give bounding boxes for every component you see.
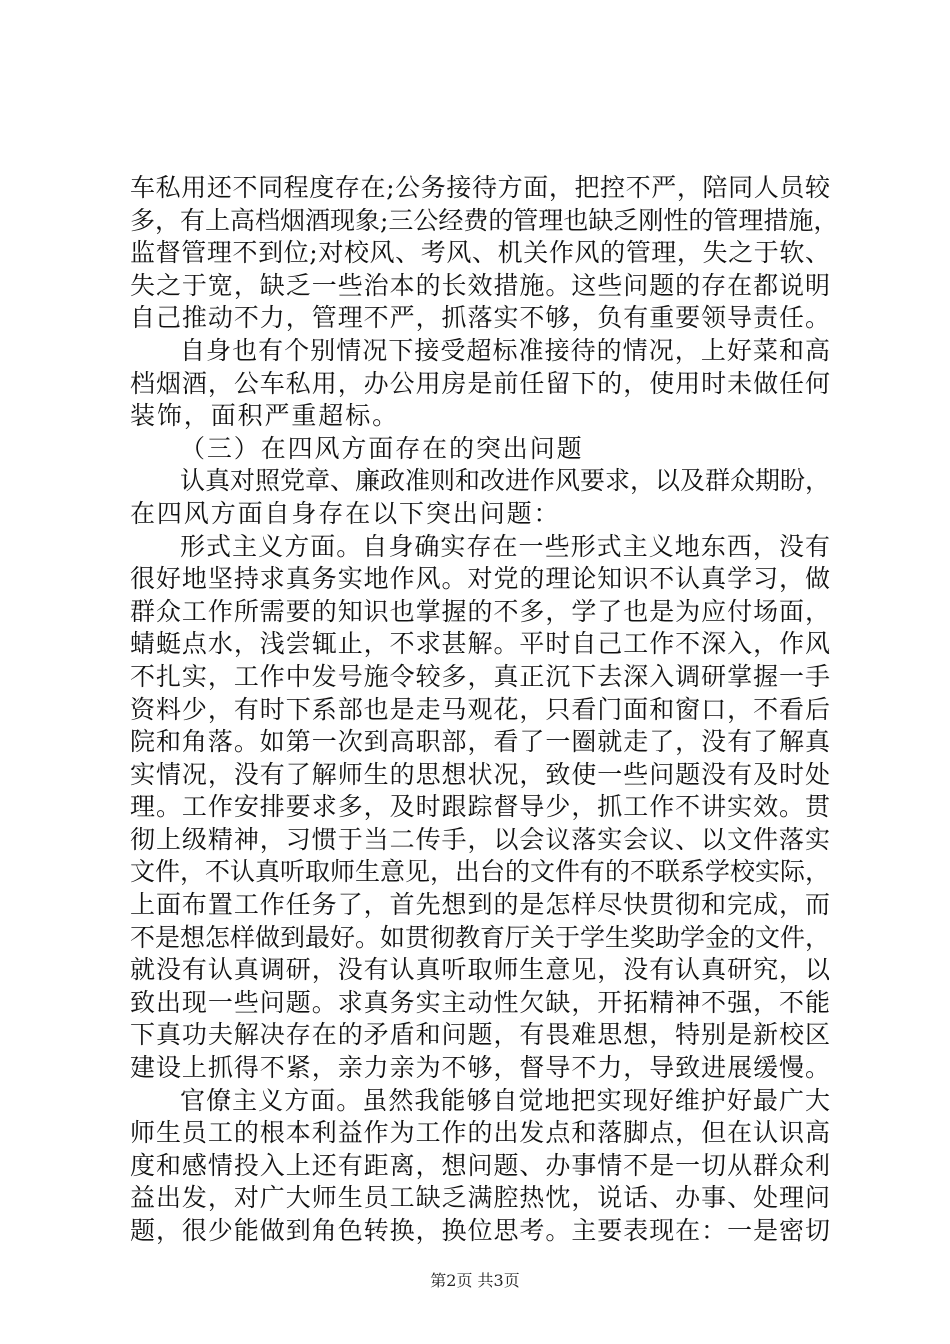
text-line: 官僚主义方面。虽然我能够自觉地把实现好维护好最广大 [180,1085,830,1115]
text-line: 形式主义方面。自身确实存在一些形式主义地东西，没有 [180,531,830,561]
text-line: 多，有上高档烟酒现象;三公经费的管理也缺乏刚性的管理措施， [130,205,839,235]
text-line: 档烟酒，公车私用，办公用房是前任留下的，使用时未做任何 [130,368,830,398]
text-line: 不扎实，工作中发号施令较多，真正沉下去深入调研掌握一手 [130,661,830,691]
text-line: 自身也有个别情况下接受超标准接待的情况，上好菜和高 [180,335,830,365]
text-line: （三）在四风方面存在的突出问题 [180,433,584,463]
text-line: 致出现一些问题。求真务实主动性欠缺，开拓精神不强，不能 [130,987,830,1017]
text-line: 监督管理不到位;对校风、考风、机关作风的管理，失之于软、 [130,238,830,268]
text-line: 自己推动不力，管理不严，抓落实不够，负有重要领导责任。 [130,303,830,333]
text-line: 装饰，面积严重超标。 [130,401,400,431]
text-line: 认真对照党章、廉政准则和改进作风要求，以及群众期盼， [180,466,831,496]
text-line: 上面布置工作任务了，首先想到的是怎样尽快贯彻和完成，而 [130,890,830,920]
text-line: 实情况，没有了解师生的思想状况，致使一些问题没有及时处 [130,759,830,789]
text-line: 建设上抓得不紧，亲力亲为不够，督导不力，导致进展缓慢。 [130,1053,830,1083]
text-line: 理。工作安排要求多，及时跟踪督导少，抓工作不讲实效。贯 [130,792,830,822]
text-line: 下真功夫解决存在的矛盾和问题，有畏难思想，特别是新校区 [130,1020,830,1050]
text-line: 就没有认真调研，没有认真听取师生意见，没有认真研究，以 [130,955,830,985]
text-line: 群众工作所需要的知识也掌握的不多，学了也是为应付场面， [130,596,830,626]
text-line: 度和感情投入上还有距离，想问题、办事情不是一切从群众利 [130,1150,830,1180]
text-line: 蜻蜓点水，浅尝辄止，不求甚解。平时自己工作不深入，作风 [130,629,830,659]
document-body [130,172,839,1248]
text-line: 师生员工的根本利益作为工作的出发点和落脚点，但在认识高 [130,1118,830,1148]
text-line: 文件，不认真听取师生意见，出台的文件有的不联系学校实际， [130,857,831,887]
text-line: 很好地坚持求真务实地作风。对党的理论知识不认真学习，做 [130,564,830,594]
text-line: 益出发，对广大师生员工缺乏满腔热忱，说话、办事、处理问 [130,1183,830,1213]
text-line: 在四风方面自身存在以下突出问题： [130,498,561,528]
page-footer: 第2页 共3页 [430,1271,520,1290]
text-line: 车私用还不同程度存在;公务接待方面，把控不严，陪同人员较 [130,173,830,202]
text-line: 资料少，有时下系部也是走马观花，只看门面和窗口，不看后 [130,694,830,724]
text-line: 院和角落。如第一次到高职部，看了一圈就走了，没有了解真 [130,727,830,757]
text-line: 失之于宽，缺乏一些治本的长效措施。这些问题的存在都说明 [130,270,830,300]
text-line: 题，很少能做到角色转换，换位思考。主要表现在：一是密切 [130,1216,830,1245]
text-line: 不是想怎样做到最好。如贯彻教育厅关于学生奖助学金的文件， [130,922,831,952]
text-line: 彻上级精神，习惯于当二传手，以会议落实会议、以文件落实 [130,824,830,854]
